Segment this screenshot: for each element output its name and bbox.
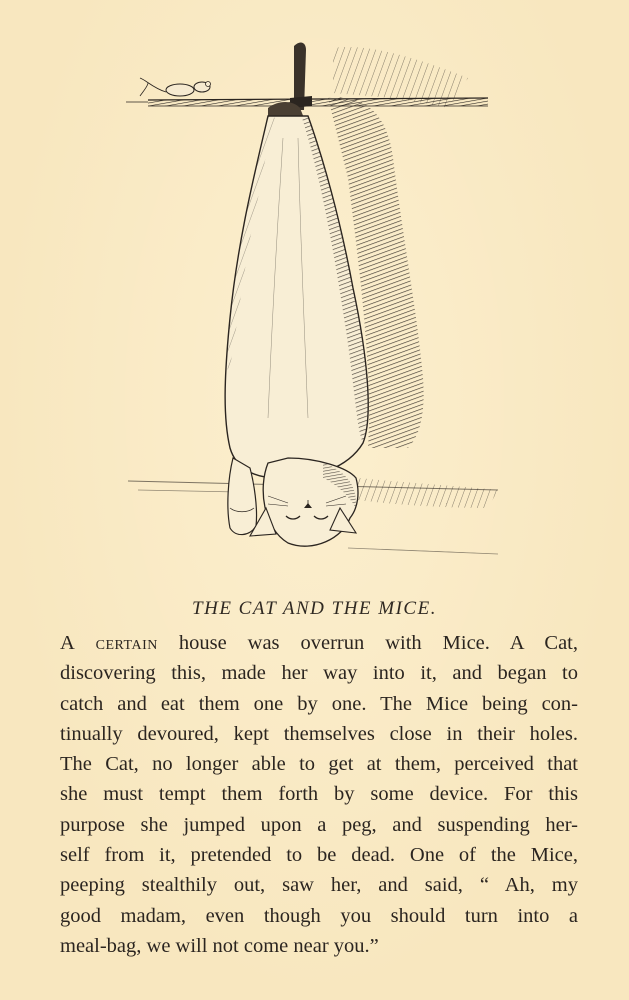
cat-hanging-engraving — [118, 38, 508, 568]
text-line: peeping stealthily out, saw her, and said, “ Ah, my — [60, 874, 578, 897]
peg — [290, 43, 312, 110]
text-line: tinually devoured, kept themselves close in their holes. — [60, 722, 578, 745]
text-line: catch and eat them one by one. The Mice being con- — [60, 692, 578, 715]
fable-illustration — [118, 38, 508, 568]
text-line — [60, 628, 578, 658]
text-line: good madam, even though you should turn into a — [60, 904, 578, 927]
fable-text — [60, 628, 578, 961]
text-line: purpose she jumped upon a peg, and suspending her- — [60, 813, 578, 836]
text-line: self from it, pretended to be dead. One of the Mice, — [60, 844, 578, 867]
text-line: discovering this, made her way into it, and began to — [60, 662, 578, 685]
text-line: she must tempt them forth by some device. For this — [60, 783, 578, 806]
opening-smallcaps: A certain — [60, 632, 158, 654]
mouse — [140, 78, 211, 96]
text-line: The Cat, no longer able to get at them, perceived that — [60, 753, 578, 776]
text-line-0: house was overrun with Mice. A Cat, — [157, 632, 578, 654]
text-line: meal-bag, we will not come near you.” — [60, 934, 379, 957]
fable-title: THE CAT AND THE MICE. — [192, 598, 437, 619]
